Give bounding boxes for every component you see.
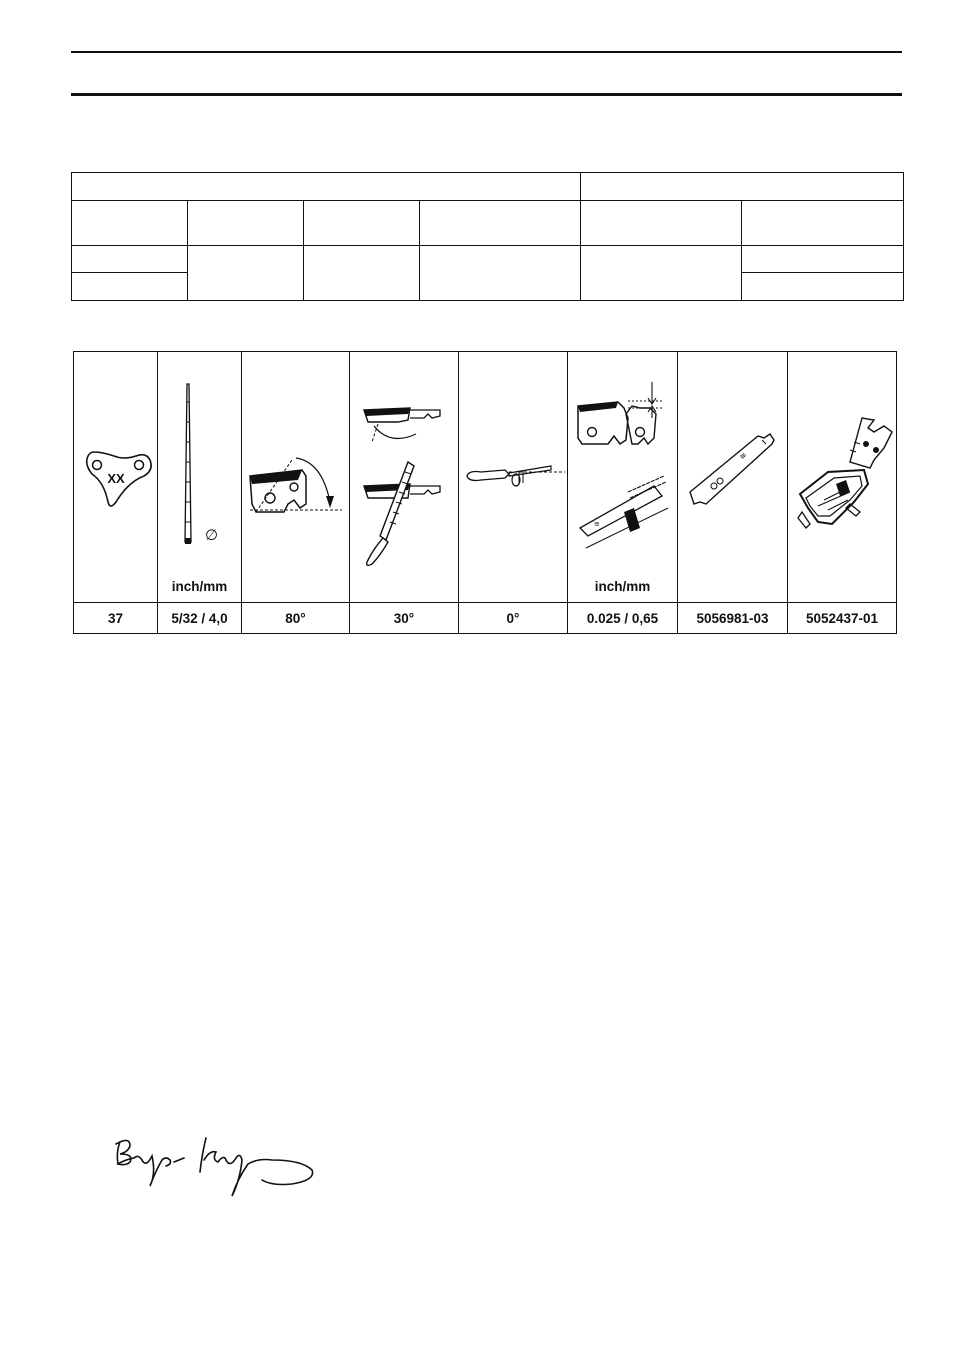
round-file-icon <box>158 352 242 602</box>
cutting-angle-value: 30° <box>350 603 459 634</box>
header-rule-bottom <box>71 93 902 96</box>
file-diameter-cell <box>158 352 242 603</box>
file-tilt-0-icon <box>459 352 568 602</box>
tilt-angle-cell <box>459 352 568 603</box>
spec-col-4 <box>420 201 581 246</box>
gauge-marking: ≡ <box>594 520 600 528</box>
spec-col-2 <box>188 201 304 246</box>
spec-row-c3 <box>304 246 420 301</box>
spec-row-c2 <box>188 246 304 301</box>
spec-col-5 <box>581 201 742 246</box>
spec-row2-c6 <box>742 273 904 301</box>
spec-table <box>71 172 904 301</box>
depth-gauge-tool-icon <box>788 352 897 602</box>
file-diameter-unit: inch/mm <box>171 579 228 594</box>
file-diameter-value: 5/32 / 4,0 <box>158 603 242 634</box>
top-plate-angle-value: 80° <box>242 603 350 634</box>
spec-row2-c1 <box>72 273 188 301</box>
spec-header-right <box>581 173 904 201</box>
depth-gauge-icon <box>568 352 678 602</box>
spec-header-left <box>72 173 581 201</box>
depth-gauge-tool-part-number: 5052437-01 <box>788 603 897 634</box>
header-rule-top <box>71 51 902 53</box>
spec-col-6 <box>742 201 904 246</box>
depth-gauge-cell <box>568 352 678 603</box>
spec-row1-c1 <box>72 246 188 273</box>
handwritten-signature <box>112 1130 322 1210</box>
drive-link-label: XX <box>107 471 125 486</box>
sharpening-table <box>73 351 897 634</box>
cutting-angle-cell <box>350 352 459 603</box>
depth-gauge-value: 0.025 / 0,65 <box>568 603 678 634</box>
spec-row1-c6 <box>742 246 904 273</box>
diameter-symbol: ∅ <box>205 526 219 544</box>
file-gauge-part-number: 5056981-03 <box>678 603 788 634</box>
top-plate-angle-cell <box>242 352 350 603</box>
spec-row-c4 <box>420 246 581 301</box>
spec-row-c5 <box>581 246 742 301</box>
drive-link-value: 37 <box>74 603 158 634</box>
spec-col-3 <box>304 201 420 246</box>
tilt-angle-value: 0° <box>459 603 568 634</box>
file-angle-30-icon <box>350 352 459 602</box>
file-gauge-cell <box>678 352 788 603</box>
cutter-angle-80-icon <box>242 352 350 602</box>
depth-gauge-tool-cell <box>788 352 897 603</box>
depth-gauge-unit: inch/mm <box>594 579 651 594</box>
drive-link-cell <box>74 352 158 603</box>
file-gauge-marking: ≡ <box>737 450 749 462</box>
drive-link-icon <box>74 352 158 602</box>
file-gauge-icon <box>678 352 788 602</box>
spec-col-1 <box>72 201 188 246</box>
